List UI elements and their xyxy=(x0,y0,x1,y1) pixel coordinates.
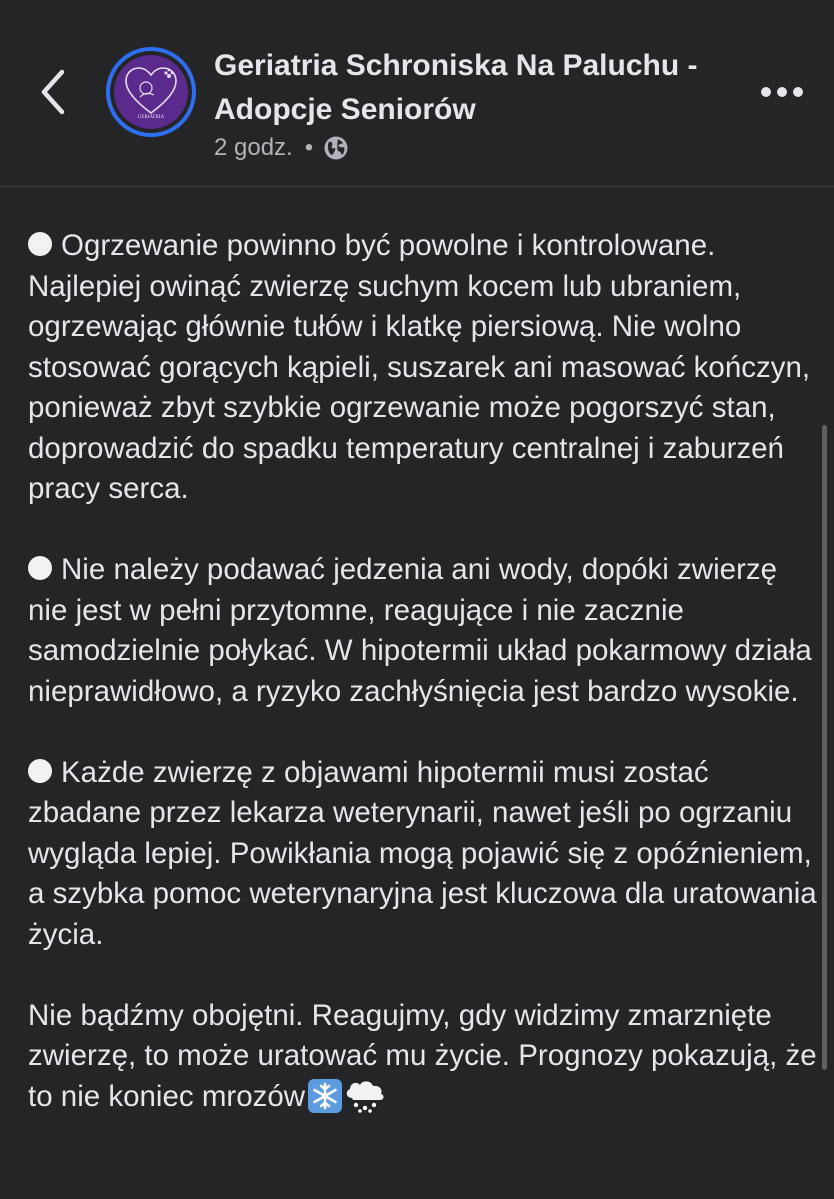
avatar-text: GERIATRIA xyxy=(137,115,165,120)
more-options-button[interactable] xyxy=(752,70,812,114)
page-avatar[interactable] xyxy=(106,47,196,137)
post-meta xyxy=(214,130,349,166)
globe-icon xyxy=(323,135,349,161)
bullet-icon xyxy=(28,556,52,580)
cloud-snow-icon xyxy=(343,1078,387,1114)
paragraph-text: Ogrzewanie powinno być powolne i kontrolowane. Najlepiej owinąć zwierzę suchym kocem lub ubraniem, ogrzewając głównie tułów i klatkę piersiową. Nie wolno stosować gorących kąpieli, suszarek ani masować kończyn, ponieważ zbyt szybkie ogrzewanie może pogorszyć stan, doprowadzić do spadku temperatury centralnej i zaburzeń pracy serca. xyxy=(28,229,811,505)
trailing-emoji xyxy=(307,1078,387,1126)
paragraph-text: Nie bądźmy obojętni. Reagujmy, gdy widzimy zmarznięte zwierzę, to może uratować mu życie. Prognozy pokazują, że to nie koniec mrozów xyxy=(28,998,817,1113)
scrollbar[interactable] xyxy=(822,425,827,1070)
avatar-logo xyxy=(114,55,188,129)
paragraph-text: Nie należy podawać jedzenia ani wody, dopóki zwierzę nie jest w pełni przytomne, reagujące i nie zacznie samodzielnie połykać. W hipotermii układ pokarmowy działa nieprawidłowo, a ryzyko zachłyśnięcia jest bardzo wysokie. xyxy=(28,553,812,708)
more-dots-icon xyxy=(760,86,804,98)
post-body xyxy=(28,226,818,1166)
post-paragraph xyxy=(28,550,818,712)
bullet-icon xyxy=(28,759,52,783)
chevron-left-icon xyxy=(40,69,66,115)
paragraph-text: Każde zwierzę z objawami hipotermii musi zostać zbadane przez lekarza weterynarii, nawet jeśli po ogrzaniu wygląda lepiej. Powikłania mogą pojawić się z opóźnieniem, a szybka pomoc weterynaryjna jest kluczowa dla uratowania życia. xyxy=(28,755,817,951)
post-paragraph xyxy=(28,996,818,1126)
header-divider xyxy=(0,186,834,187)
snowflake-icon xyxy=(307,1078,343,1114)
post-paragraph xyxy=(28,226,818,510)
meta-separator: • xyxy=(304,134,314,161)
bullet-icon xyxy=(28,232,52,256)
post-paragraph xyxy=(28,753,818,956)
back-button[interactable] xyxy=(28,64,78,120)
post-header xyxy=(0,0,834,186)
post-timestamp[interactable]: 2 godz. xyxy=(214,134,293,161)
page-title[interactable]: Geriatria Schroniska Na Paluchu - Adopcje Seniorów xyxy=(214,49,698,126)
